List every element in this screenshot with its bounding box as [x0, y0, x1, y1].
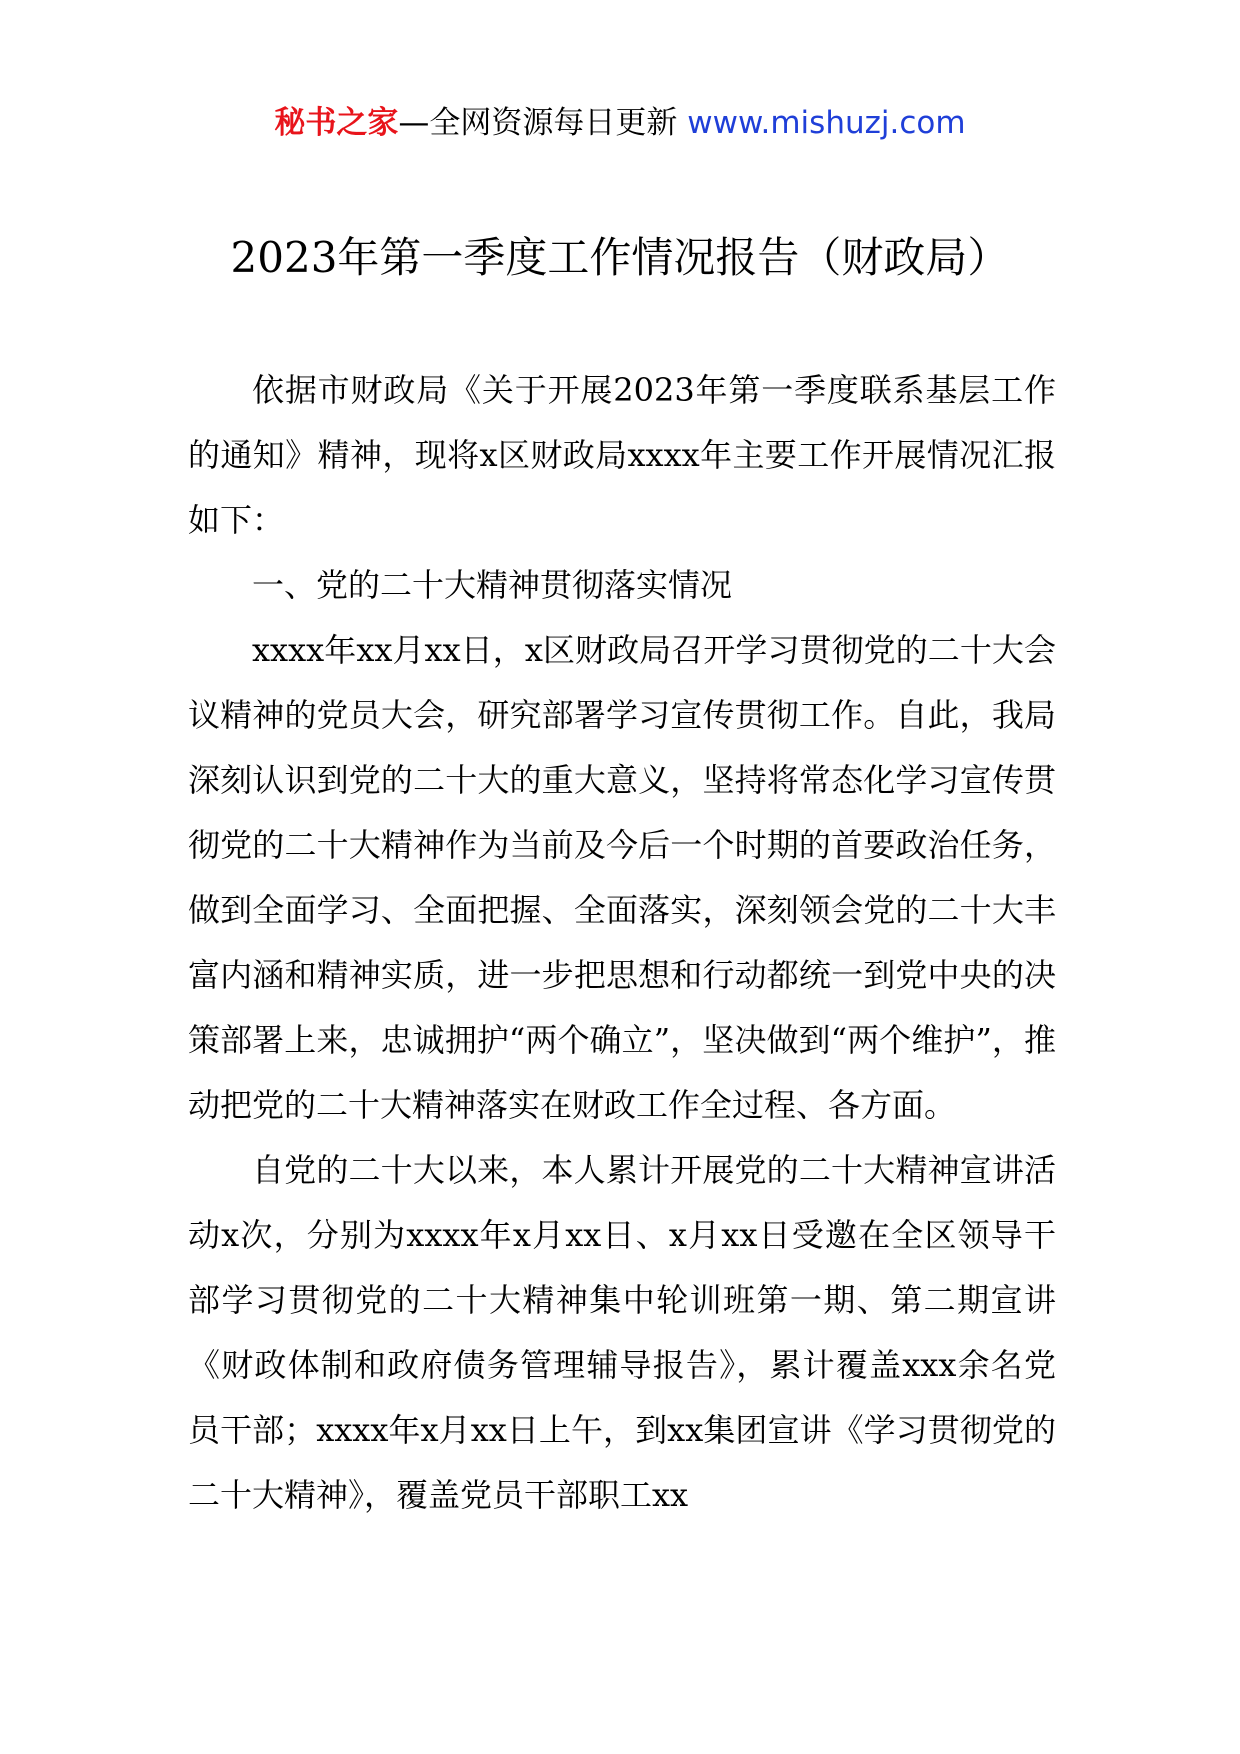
header-url-link[interactable]: www.mishuzj.com [687, 105, 966, 141]
page-header [0, 98, 1240, 148]
body-paragraph: 自党的二十大以来，本人累计开展党的二十大精神宣讲活动x次，分别为xxxx年x月xx日、x月xx日受邀在全区领导干部学习贯彻党的二十大精神集中轮训班第一期、第二期宣讲《财政体制和政府债务管理辅导报告》，累计覆盖xxx余名党员干部；xxxx年x月xx日上午，到xx集团宣讲《学习贯彻党的二十大精神》，覆盖党员干部职工xx [188, 1151, 1056, 1514]
document-title: 2023年第一季度工作情况报告（财政局） [230, 233, 1010, 282]
header-brand: 秘书之家 [274, 105, 399, 141]
section-heading: 一、党的二十大精神贯彻落实情况 [252, 566, 733, 604]
header-slogan: —全网资源每日更新 [398, 105, 688, 141]
body-paragraph: xxxx年xx月xx日，x区财政局召开学习贯彻党的二十大会议精神的党员大会，研究部署学习宣传贯彻工作。自此，我局深刻认识到党的二十大的重大意义，坚持将常态化学习宣传贯彻党的二十大精神作为当前及今后一个时期的首要政治任务，做到全面学习、全面把握、全面落实，深刻领会党的二十大丰富内涵和精神实质，进一步把思想和行动都统一到党中央的决策部署上来，忠诚拥护“两个确立”，坚决做到“两个维护”，推动把党的二十大精神落实在财政工作全过程、各方面。 [188, 631, 1056, 1124]
intro-paragraph: 依据市财政局《关于开展2023年第一季度联系基层工作的通知》精神，现将x区财政局xxxx年主要工作开展情况汇报如下： [188, 371, 1056, 539]
document-body [188, 358, 1056, 1528]
